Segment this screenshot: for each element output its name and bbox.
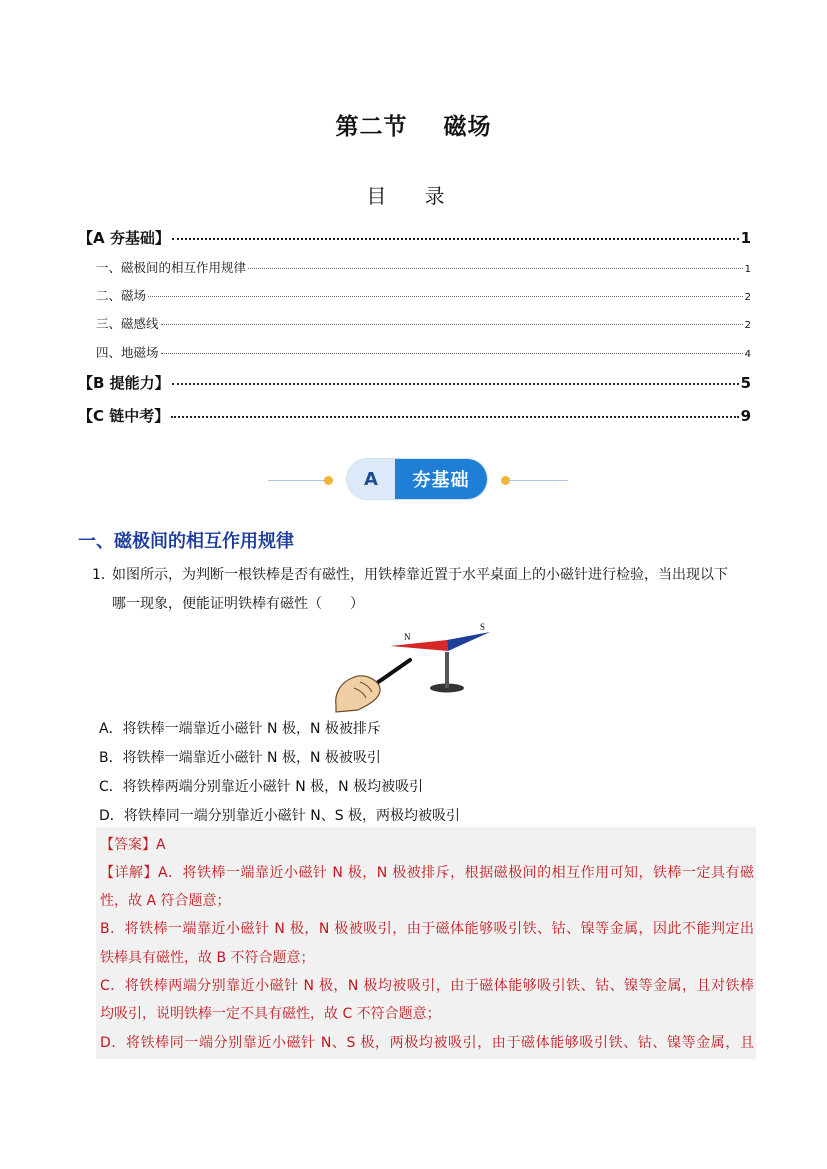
toc-entry-label: 【A 夯基础】 — [78, 229, 170, 247]
document-title: 第二节 磁场 — [335, 114, 492, 140]
section-heading: 一、磁极间的相互作用规律 — [78, 531, 294, 552]
needle-north-half — [390, 640, 448, 651]
question-text-line-2: 哪一现象，便能证明铁棒有磁性（ ） — [112, 596, 364, 612]
explanation-line-7: D．将铁棒同一端分别靠近小磁针 N、S 极，两极均被吸引，由于磁体能够吸引铁、钴、镍等金属，且 — [100, 1035, 754, 1051]
explanation-line-1: 【详解】A．将铁棒一端靠近小磁针 N 极，N 极被排斥，根据磁极间的相互作用可知，铁棒一定具有磁 — [100, 865, 754, 881]
banner-letter: A — [347, 459, 395, 499]
explanation-line-2: 性，故 A 符合题意； — [100, 893, 231, 909]
toc-page-number: 1 — [744, 264, 751, 275]
banner-line-left — [268, 480, 328, 481]
stand-post — [445, 652, 449, 688]
toc-leader — [171, 415, 738, 418]
toc-entry-label: 【B 提能力】 — [78, 374, 170, 392]
explanation-line-3: B．将铁棒一端靠近小磁针 N 极，N 极被吸引，由于磁体能够吸引铁、钴、镍等金属，因此不能判定出 — [100, 921, 754, 937]
explanation-line-6: 均吸引，说明铁棒一定不具有磁性，故 C 不符合题意； — [100, 1006, 441, 1022]
toc-leader — [172, 237, 739, 240]
label-n: N — [404, 632, 411, 642]
hand — [336, 676, 380, 712]
toc-entry-sub-2[interactable] — [96, 286, 751, 304]
option-c[interactable]: C．将铁棒两端分别靠近小磁针 N 极，N 极均被吸引 — [99, 779, 424, 795]
banner-dot-left — [324, 476, 333, 485]
toc-leader — [161, 352, 743, 354]
toc-entry-a[interactable] — [78, 227, 751, 248]
answer-line: 【答案】A — [100, 837, 166, 853]
banner-pill — [347, 459, 487, 499]
needle-south-half — [447, 632, 490, 651]
toc-entry-label: 一、磁极间的相互作用规律 — [96, 260, 247, 275]
toc-entry-sub-1[interactable] — [96, 258, 751, 276]
toc-page-number: 9 — [740, 407, 751, 425]
toc-leader — [148, 295, 743, 297]
question-number: 1． — [92, 567, 115, 583]
compass-illustration — [330, 618, 500, 714]
toc-entry-b[interactable] — [78, 372, 751, 393]
toc-entry-label: 【C 链中考】 — [78, 407, 170, 425]
toc-leader — [172, 382, 739, 385]
question-text-line-1: 如图所示，为判断一根铁棒是否有磁性，用铁棒靠近置于水平桌面上的小磁针进行检验，当出现以下 — [112, 567, 728, 583]
toc-leader — [248, 267, 743, 269]
toc-page-number: 1 — [740, 229, 751, 247]
toc-entry-label: 二、磁场 — [96, 288, 147, 303]
compass-figure — [330, 618, 500, 714]
toc-entry-label: 四、地磁场 — [96, 345, 159, 360]
explanation-line-4: 铁棒具有磁性，故 B 不符合题意； — [100, 950, 315, 966]
option-a[interactable]: A．将铁棒一端靠近小磁针 N 极，N 极被排斥 — [99, 721, 381, 737]
toc-entry-sub-4[interactable] — [96, 343, 751, 361]
explanation-line-5: C．将铁棒两端分别靠近小磁针 N 极，N 极均被吸引，由于磁体能够吸引铁、钴、镍等金属，且对铁棒 — [100, 978, 754, 994]
label-s: S — [480, 622, 486, 632]
toc-heading: 目 录 — [366, 184, 461, 208]
toc-entry-sub-3[interactable] — [96, 314, 751, 332]
toc-page-number: 4 — [744, 349, 751, 360]
toc-entry-c[interactable] — [78, 405, 751, 426]
toc-page-number: 2 — [744, 320, 751, 331]
section-banner — [268, 459, 568, 501]
banner-name: 夯基础 — [395, 459, 487, 499]
question-stem — [92, 561, 754, 619]
toc-page-number: 5 — [740, 374, 751, 392]
option-d[interactable]: D．将铁棒同一端分别靠近小磁针 N、S 极，两极均被吸引 — [99, 808, 461, 824]
toc-page-number: 2 — [744, 292, 751, 303]
toc-leader — [161, 323, 743, 325]
banner-line-right — [508, 480, 568, 481]
option-b[interactable]: B．将铁棒一端靠近小磁针 N 极，N 极被吸引 — [99, 750, 381, 766]
toc-entry-label: 三、磁感线 — [96, 316, 159, 331]
